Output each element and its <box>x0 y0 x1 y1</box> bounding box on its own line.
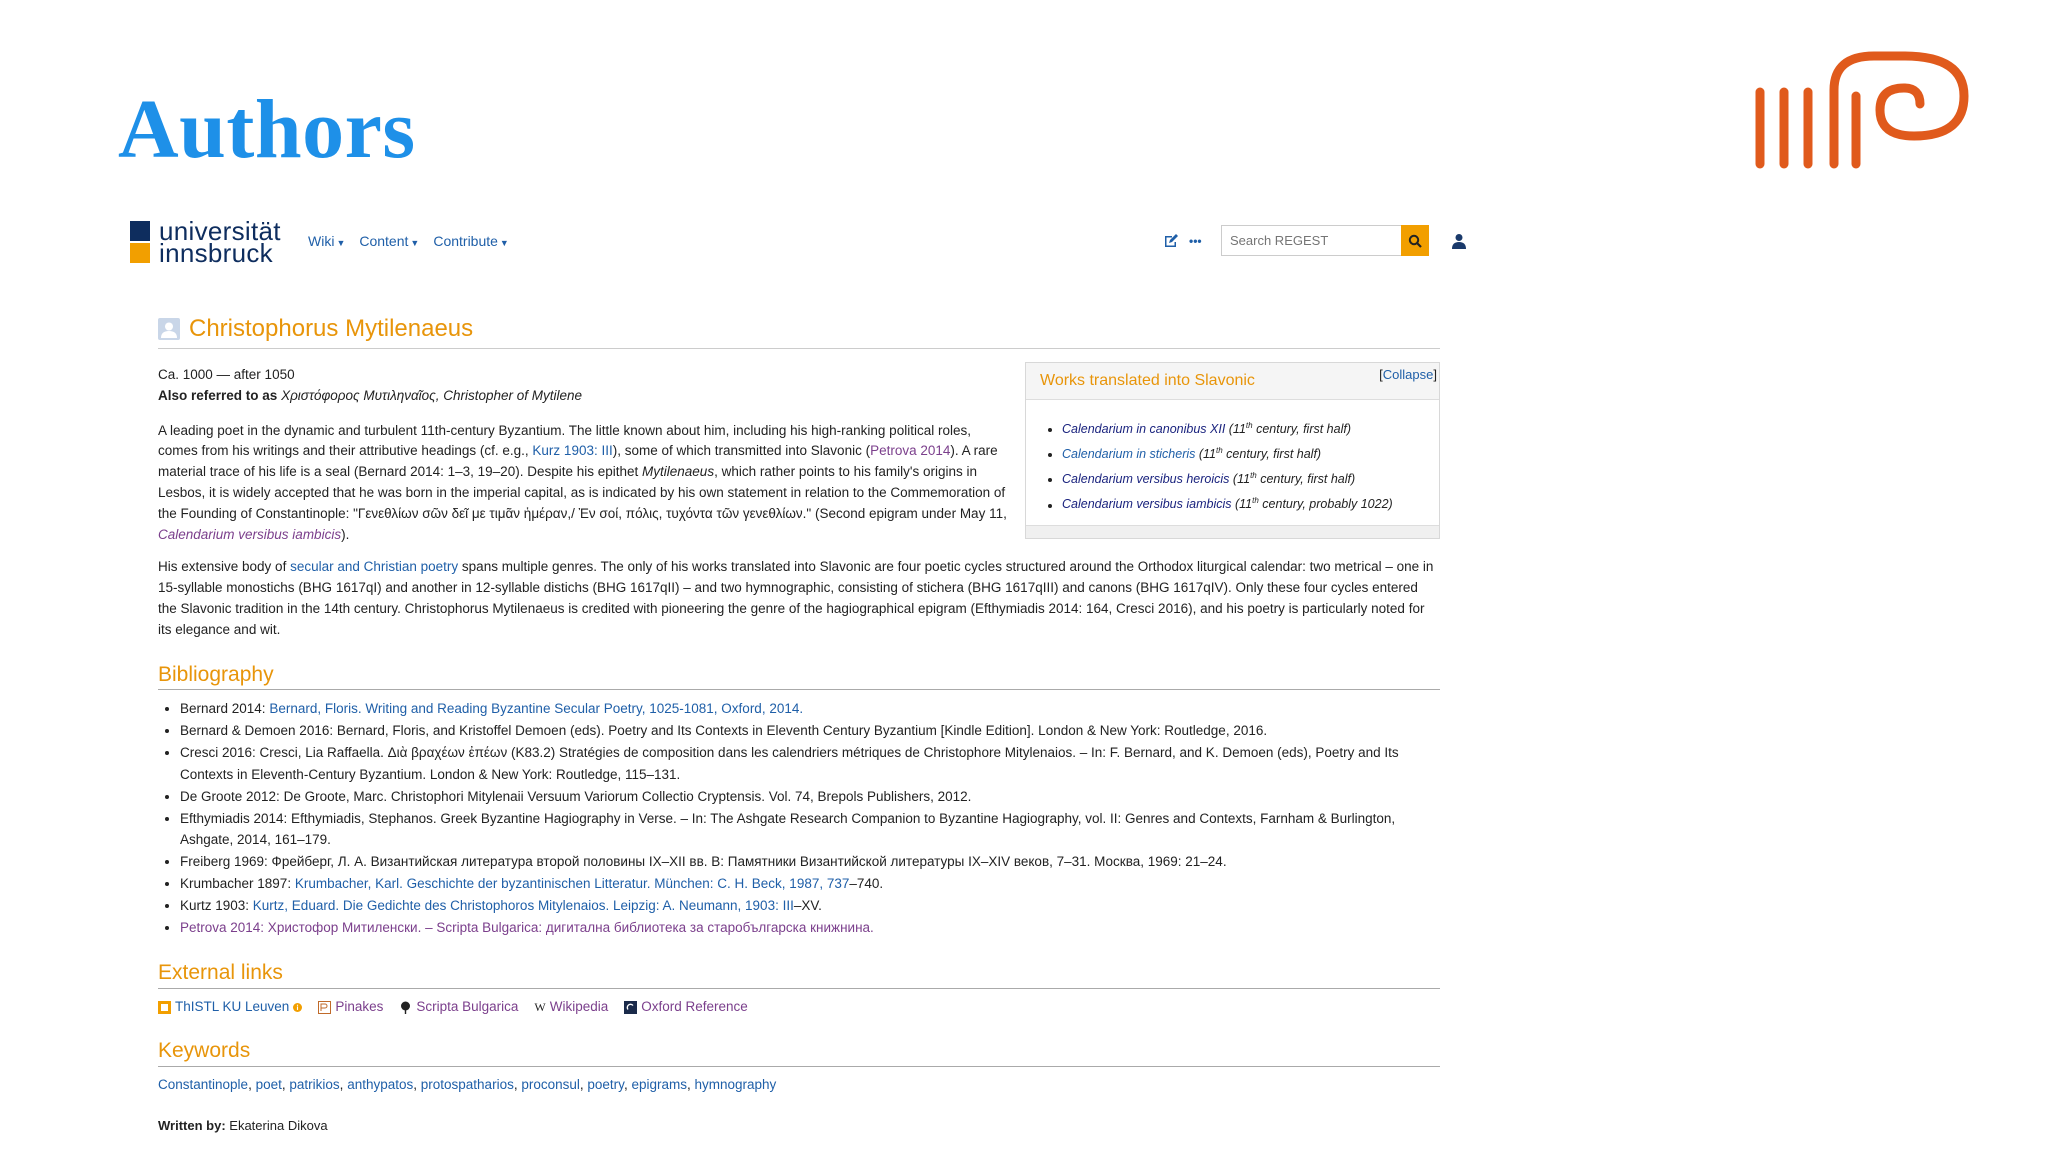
institute-logo <box>1754 48 1974 172</box>
scripta-bulgarica-label: Scripta Bulgarica <box>416 998 519 1014</box>
wikipedia-label: Wikipedia <box>549 998 609 1014</box>
menu-content[interactable] <box>359 233 419 249</box>
work-item: • Calendarium versibus heroicis (11th century, first half) <box>1062 466 1439 489</box>
search-button[interactable] <box>1401 225 1429 256</box>
bibliography-entry: • Krumbacher 1897: Krumbacher, Karl. Geschichte der byzantinischen Litteratur. München: C. H. Beck, 1987, 737–740. <box>180 873 1440 895</box>
wikipedia-icon: W <box>534 999 546 1014</box>
university-logo-mark <box>130 221 150 263</box>
bibliography-list <box>158 698 1440 939</box>
written-by <box>158 1116 1440 1137</box>
keywords-heading: Keywords <box>158 1041 1440 1067</box>
bibliography-link[interactable]: Petrova 2014: Христофор Митиленски. – Scripta Bulgarica: дигитална библиотека за старобългарска книжнина. <box>180 920 874 936</box>
aka-label: Also referred to as <box>158 387 278 403</box>
tree-icon <box>399 1001 412 1014</box>
work-item: • Calendarium versibus iambicis (11th century, probably 1022) <box>1062 491 1439 514</box>
keyword-link[interactable]: patrikios <box>289 1077 340 1093</box>
collapse-link[interactable]: Collapse <box>1382 367 1434 382</box>
kurz-link[interactable]: Kurz 1903: III <box>532 443 613 459</box>
external-link-oxford[interactable] <box>624 997 748 1018</box>
menu-wiki-label: Wiki <box>308 233 335 249</box>
menu-contribute[interactable] <box>433 233 509 249</box>
work-item: • Calendarium in canonibus XII (11th century, first half) <box>1062 416 1439 439</box>
bibliography-link[interactable]: Kurtz, Eduard. Die Gedichte des Christophoros Mitylenaios. Leipzig: A. Neumann, 1903: III <box>252 898 794 914</box>
external-link-scripta-bulgarica[interactable] <box>399 997 518 1018</box>
search-input[interactable] <box>1221 225 1401 256</box>
wiki-navbar <box>130 218 1470 268</box>
keyword-link[interactable]: epigrams <box>631 1077 687 1093</box>
info-icon <box>293 1003 302 1012</box>
biography-paragraph-2: His extensive body of secular and Christian poetry spans multiple genres. The only of his works translated into Slavonic are four poetic cycles structured around the Orthodox liturgical calendar: two metrical – one in 15-syllable monostichs (BHG 1617qI) and another in 12-syllable distichs (BHG 1617qII) – and two hymnographic, consisting of stichera (BHG 1617qIII) and canons (BHG 1617qIV). Only these four cycles entered the Slavonic tradition in the 14th century. Christophorus Mytilenaeus is credited with pioneering the genre of the hagiographical epigram (Efthymiadis 2014: 164, Cresci 2016), and his poetry is particularly noted for its elegance and wit. <box>158 559 1434 637</box>
brand-line-2: innsbruck <box>159 238 273 268</box>
petrova-link[interactable]: Petrova 2014 <box>870 443 951 459</box>
work-link[interactable]: Calendarium in canonibus XII <box>1062 422 1226 437</box>
page-header <box>158 310 1440 349</box>
keyword-link[interactable]: poetry <box>587 1077 624 1093</box>
keyword-link[interactable]: anthypatos <box>347 1077 414 1093</box>
oxford-icon <box>624 1001 637 1014</box>
work-link[interactable]: Calendarium in sticheris <box>1062 447 1196 462</box>
external-links-heading: External links <box>158 963 1440 989</box>
bibliography-entry: • Cresci 2016: Cresci, Lia Raffaella. Διὰ βραχέων ἐπέων (K83.2) Stratégies de composition dans les calendriers métriques de Christophore Mitylenaios. – In: F. Bernard, and K. Demoen (eds), Poetry and Its Contexts in Eleventh-Century Byzantium. London & New York: Routledge, 115–131. <box>180 742 1440 785</box>
pinakes-icon <box>318 1001 331 1014</box>
author-name: Ekaterina Dikova <box>229 1118 328 1134</box>
external-link-pinakes[interactable] <box>318 997 383 1018</box>
thistl-icon <box>158 1001 171 1014</box>
pinakes-label: Pinakes <box>335 998 384 1014</box>
slide-title: Authors <box>118 83 416 176</box>
aka-value: Χριστόφορος Μυτιληναῖος, Christopher of Mytilene <box>281 387 583 403</box>
user-icon[interactable] <box>1452 233 1466 249</box>
collapse-toggle[interactable]: [Collapse] <box>1379 367 1437 382</box>
written-by-label: Written by: <box>158 1118 226 1134</box>
university-logo[interactable] <box>130 216 281 268</box>
bibliography-entry <box>180 917 1440 939</box>
bibliography-link[interactable]: Bernard, Floris. Writing and Reading Byzantine Secular Poetry, 1025-1081, Oxford, 2014. <box>269 701 804 717</box>
menu-wiki[interactable] <box>308 233 345 249</box>
work-link[interactable]: Calendarium versibus heroicis <box>1062 472 1230 487</box>
calendarium-iambicis-link[interactable]: Calendarium versibus iambicis <box>158 526 342 542</box>
external-link-wikipedia[interactable] <box>534 997 608 1018</box>
biography-paragraph-1: A leading poet in the dynamic and turbulent 11th-century Byzantium. The little known about him, including his high-ranking political roles, comes from his writings and their attributive headings (cf. e.g., Kurz 1903: III), some of which transmitted into Slavonic (Petrova 2014). A rare material trace of his life is a seal (Bernard 2014: 1–3, 19–20). Despite his epithet Mytilenaeus, which rather points to his family's origins in Lesbos, it is widely accepted that he was born in the imperial capital, as is indicated by his own statement in relation to the Commemoration of the Founding of Constantinople: "Γενεθλίων σῶν δεῖ με τιμᾶν ἡμέραν,/ Ἐν σοί, πόλις, τυχόντα τῶν γενεθλίων." (Second epigram under May 11, Calendarium versibus iambicis). <box>158 422 1007 542</box>
bibliography-entry: • Efthymiadis 2014: Efthymiadis, Stephanos. Greek Byzantine Hagiography in Verse. – In: The Ashgate Research Companion to Byzantine Hagiography, vol. II: Genres and Contexts, Farnham & Burlington, Ashgate, 2014, 161–179. <box>180 808 1440 851</box>
menu-contribute-label: Contribute <box>433 233 498 249</box>
keyword-link[interactable]: hymnography <box>694 1077 777 1093</box>
thistl-label: ThISTL KU Leuven <box>175 998 290 1014</box>
caret-down-icon: ▼ <box>336 238 346 248</box>
person-icon <box>158 318 180 340</box>
work-link[interactable]: Calendarium versibus iambicis <box>1062 497 1232 512</box>
brand-line-1: universität <box>159 216 281 246</box>
external-link-thistl[interactable] <box>158 997 302 1018</box>
bibliography-entry: • Bernard & Demoen 2016: Bernard, Floris, and Kristoffel Demoen (eds). Poetry and Its Contexts in Eleventh Century Byzantium [Kindle Edition]. London & New York: Routledge, 2016. <box>180 720 1440 742</box>
keyword-link[interactable]: proconsul <box>521 1077 580 1093</box>
works-infobox <box>1025 362 1440 539</box>
edit-icon[interactable] <box>1163 233 1179 249</box>
infobox-title: Works translated into Slavonic <box>1040 372 1255 389</box>
life-dates: Ca. 1000 — after 1050 <box>158 367 295 382</box>
article <box>158 310 1440 1137</box>
work-item: • Calendarium in sticheris (11th century, first half) <box>1062 441 1439 464</box>
keyword-link[interactable]: protospatharios <box>420 1077 514 1093</box>
poetry-link[interactable]: secular and Christian poetry <box>290 559 459 575</box>
bibliography-link[interactable]: Krumbacher, Karl. Geschichte der byzantinischen Litteratur. München: C. H. Beck, 1987, 737 <box>294 876 850 892</box>
bibliography-entry: • Kurtz 1903: Kurtz, Eduard. Die Gedichte des Christophoros Mitylenaios. Leipzig: A. Neumann, 1903: III–XV. <box>180 895 1440 917</box>
caret-down-icon: ▼ <box>410 238 420 248</box>
oxford-label: Oxford Reference <box>641 998 748 1014</box>
bibliography-heading: Bibliography <box>158 665 1440 691</box>
keyword-link[interactable]: poet <box>255 1077 282 1093</box>
caret-down-icon: ▼ <box>499 238 509 248</box>
search-icon <box>1408 234 1422 248</box>
bibliography-entry: • De Groote 2012: De Groote, Marc. Christophori Mitylenaii Versuum Variorum Collectio Cryptensis. Vol. 74, Brepols Publishers, 2012. <box>180 786 1440 808</box>
more-options-icon[interactable]: ••• <box>1189 234 1202 248</box>
menu-content-label: Content <box>359 233 409 249</box>
works-list <box>1026 416 1439 515</box>
bibliography-entry: • Bernard 2014: Bernard, Floris. Writing and Reading Byzantine Secular Poetry, 1025-1081, Oxford, 2014. <box>180 698 1440 720</box>
page-title: Christophorus Mytilenaeus <box>189 314 474 342</box>
keywords-list: Constantinople, poet, patrikios, anthypatos, protospatharios, proconsul, poetry, epigrams, hymnography <box>158 1077 777 1093</box>
search-box <box>1221 225 1429 256</box>
keyword-link[interactable]: Constantinople <box>158 1077 249 1093</box>
external-links <box>158 997 1440 1018</box>
bibliography-entry: • Freiberg 1969: Фрейберг, Л. А. Византийская литература второй половины IX–XII вв. В: Памятники Византийской литературы IX–XIV веков, 7–31. Москва, 1969: 21–24. <box>180 851 1440 873</box>
